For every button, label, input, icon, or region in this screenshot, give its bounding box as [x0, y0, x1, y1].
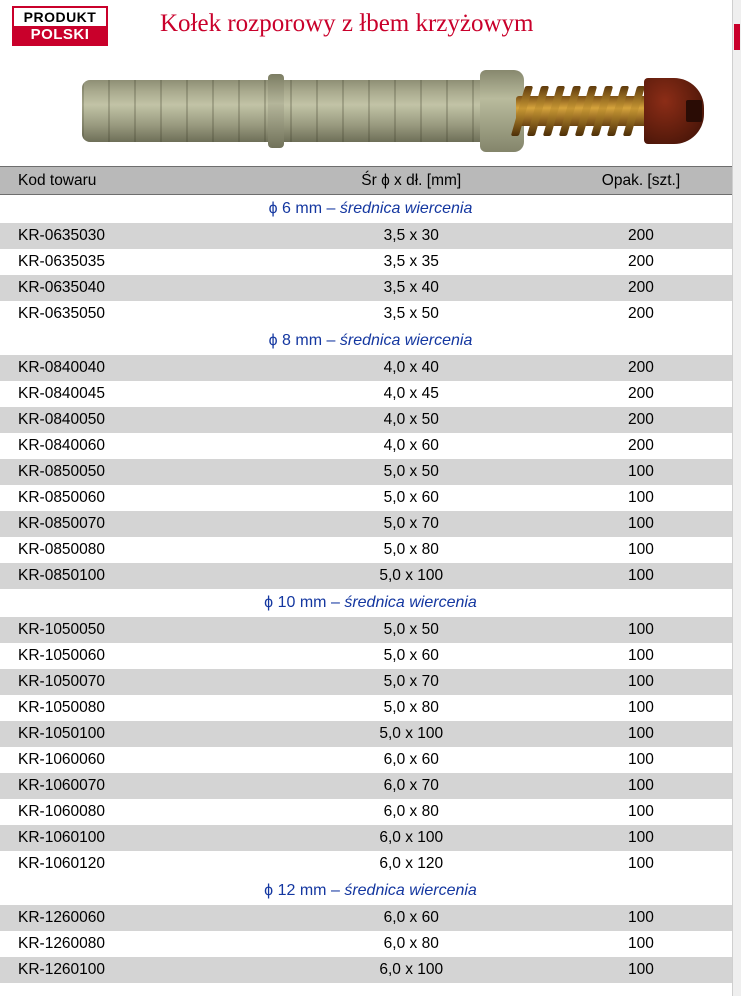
cell-product-code: KR-0850050 — [0, 459, 282, 485]
cell-package-qty: 100 — [541, 511, 741, 537]
cell-dimensions: 5,0 x 50 — [282, 459, 541, 485]
table-row[interactable] — [0, 511, 741, 537]
cell-product-code: KR-1050070 — [0, 669, 282, 695]
cell-product-code: KR-0840060 — [0, 433, 282, 459]
group-size: 12 mm — [277, 882, 327, 899]
cell-dimensions: 5,0 x 80 — [282, 537, 541, 563]
table-row[interactable] — [0, 643, 741, 669]
table-row[interactable] — [0, 669, 741, 695]
group-dash: – — [330, 882, 340, 899]
cell-product-code: KR-0635035 — [0, 249, 282, 275]
table-row[interactable] — [0, 433, 741, 459]
table-row[interactable] — [0, 249, 741, 275]
group-dash: – — [326, 332, 336, 349]
group-text: średnica wiercenia — [344, 594, 477, 611]
table-row[interactable] — [0, 617, 741, 643]
table-row[interactable] — [0, 931, 741, 957]
cell-package-qty: 100 — [541, 563, 741, 589]
produkt-polski-badge — [12, 6, 108, 46]
cell-package-qty: 100 — [541, 957, 741, 983]
cell-dimensions: 5,0 x 60 — [282, 485, 541, 511]
cell-package-qty: 200 — [541, 407, 741, 433]
phi-symbol: ϕ — [264, 882, 274, 899]
group-text: średnica wiercenia — [344, 882, 477, 899]
column-header-dimensions: Śr ϕ x dł. [mm] — [282, 167, 541, 195]
table-row[interactable] — [0, 825, 741, 851]
cell-product-code: KR-1050080 — [0, 695, 282, 721]
cell-package-qty: 200 — [541, 301, 741, 327]
column-header-code: Kod towaru — [0, 167, 282, 195]
cell-package-qty: 200 — [541, 433, 741, 459]
cell-dimensions: 6,0 x 100 — [282, 957, 541, 983]
table-row[interactable] — [0, 851, 741, 877]
cell-product-code: KR-1060080 — [0, 799, 282, 825]
cell-package-qty: 100 — [541, 721, 741, 747]
cell-package-qty: 100 — [541, 931, 741, 957]
group-header-label — [0, 589, 741, 617]
wall-plug-ring-icon — [268, 74, 284, 148]
cell-dimensions: 3,5 x 50 — [282, 301, 541, 327]
cell-dimensions: 3,5 x 40 — [282, 275, 541, 301]
cell-dimensions: 4,0 x 40 — [282, 355, 541, 381]
cell-package-qty: 100 — [541, 459, 741, 485]
cell-product-code: KR-1060120 — [0, 851, 282, 877]
cell-dimensions: 4,0 x 50 — [282, 407, 541, 433]
cell-package-qty: 100 — [541, 799, 741, 825]
group-text: średnica wiercenia — [339, 200, 473, 217]
cell-product-code: KR-0840040 — [0, 355, 282, 381]
cell-dimensions: 5,0 x 100 — [282, 563, 541, 589]
cell-package-qty: 100 — [541, 851, 741, 877]
cell-dimensions: 4,0 x 60 — [282, 433, 541, 459]
cell-dimensions: 6,0 x 80 — [282, 931, 541, 957]
table-body — [0, 195, 741, 984]
group-header-row — [0, 589, 741, 617]
page-title: Kołek rozporowy z łbem krzyżowym — [160, 10, 534, 37]
group-header-label — [0, 877, 741, 905]
cell-package-qty: 200 — [541, 381, 741, 407]
table-row[interactable] — [0, 223, 741, 249]
table-row[interactable] — [0, 747, 741, 773]
cell-product-code: KR-1050050 — [0, 617, 282, 643]
group-header-row — [0, 195, 741, 224]
cell-dimensions: 5,0 x 100 — [282, 721, 541, 747]
table-row[interactable] — [0, 407, 741, 433]
cell-package-qty: 100 — [541, 905, 741, 931]
table-row[interactable] — [0, 381, 741, 407]
page-edge-red-mark — [734, 24, 740, 50]
cell-package-qty: 100 — [541, 537, 741, 563]
cell-product-code: KR-1060070 — [0, 773, 282, 799]
table-row[interactable] — [0, 275, 741, 301]
cell-product-code: KR-0635040 — [0, 275, 282, 301]
group-header-label — [0, 327, 741, 355]
cell-package-qty: 100 — [541, 643, 741, 669]
column-header-package: Opak. [szt.] — [541, 167, 741, 195]
cell-product-code: KR-0850080 — [0, 537, 282, 563]
group-size: 6 mm — [282, 200, 323, 217]
table-row[interactable] — [0, 695, 741, 721]
cell-package-qty: 100 — [541, 825, 741, 851]
cell-product-code: KR-0840045 — [0, 381, 282, 407]
cell-product-code: KR-1050100 — [0, 721, 282, 747]
table-row[interactable] — [0, 537, 741, 563]
group-header-row — [0, 877, 741, 905]
group-dash: – — [330, 594, 340, 611]
cell-dimensions: 5,0 x 80 — [282, 695, 541, 721]
cell-product-code: KR-1260080 — [0, 931, 282, 957]
phi-symbol: ϕ — [268, 200, 278, 217]
product-illustration — [10, 48, 731, 166]
cell-product-code: KR-1060100 — [0, 825, 282, 851]
cell-dimensions: 5,0 x 50 — [282, 617, 541, 643]
cell-product-code: KR-1060060 — [0, 747, 282, 773]
group-size: 8 mm — [282, 332, 323, 349]
badge-line-1: PRODUKT — [23, 9, 97, 25]
cross-slot-icon — [686, 100, 702, 122]
group-header-row — [0, 327, 741, 355]
cell-product-code: KR-0635030 — [0, 223, 282, 249]
page-edge-artifact — [732, 0, 741, 996]
table-row[interactable] — [0, 905, 741, 931]
group-text: średnica wiercenia — [339, 332, 473, 349]
cell-package-qty: 100 — [541, 617, 741, 643]
cell-dimensions: 3,5 x 30 — [282, 223, 541, 249]
product-spec-table — [0, 166, 741, 983]
cell-dimensions: 6,0 x 60 — [282, 747, 541, 773]
cell-product-code: KR-0850070 — [0, 511, 282, 537]
cell-dimensions: 6,0 x 60 — [282, 905, 541, 931]
table-row[interactable] — [0, 563, 741, 589]
cell-dimensions: 4,0 x 45 — [282, 381, 541, 407]
wall-plug-body-icon — [82, 80, 512, 142]
cell-product-code: KR-0850100 — [0, 563, 282, 589]
group-size: 10 mm — [277, 594, 327, 611]
table-header-row — [0, 167, 741, 195]
cell-package-qty: 200 — [541, 249, 741, 275]
cell-product-code: KR-1260060 — [0, 905, 282, 931]
table-row[interactable] — [0, 459, 741, 485]
cell-package-qty: 200 — [541, 223, 741, 249]
cell-package-qty: 100 — [541, 669, 741, 695]
cell-product-code: KR-1050060 — [0, 643, 282, 669]
badge-line-2: POLSKI — [14, 26, 106, 45]
table-row[interactable] — [0, 355, 741, 381]
cell-package-qty: 100 — [541, 747, 741, 773]
table-row[interactable] — [0, 957, 741, 983]
cell-dimensions: 6,0 x 80 — [282, 799, 541, 825]
cell-dimensions: 3,5 x 35 — [282, 249, 541, 275]
cell-dimensions: 5,0 x 70 — [282, 511, 541, 537]
screw-thread-icon — [516, 86, 648, 136]
cell-dimensions: 6,0 x 70 — [282, 773, 541, 799]
cell-package-qty: 200 — [541, 355, 741, 381]
cell-package-qty: 100 — [541, 485, 741, 511]
cell-package-qty: 200 — [541, 275, 741, 301]
cell-dimensions: 5,0 x 60 — [282, 643, 541, 669]
cell-dimensions: 6,0 x 120 — [282, 851, 541, 877]
phi-symbol: ϕ — [264, 594, 274, 611]
group-dash: – — [326, 200, 336, 217]
cell-product-code: KR-1260100 — [0, 957, 282, 983]
table-row[interactable] — [0, 799, 741, 825]
table-row[interactable] — [0, 301, 741, 327]
page-header — [0, 0, 741, 48]
phi-symbol: ϕ — [268, 332, 278, 349]
table-row[interactable] — [0, 485, 741, 511]
cell-product-code: KR-0840050 — [0, 407, 282, 433]
cell-dimensions: 5,0 x 70 — [282, 669, 541, 695]
table-row[interactable] — [0, 773, 741, 799]
cell-dimensions: 6,0 x 100 — [282, 825, 541, 851]
cell-product-code: KR-0635050 — [0, 301, 282, 327]
table-row[interactable] — [0, 721, 741, 747]
cell-product-code: KR-0850060 — [0, 485, 282, 511]
group-header-label — [0, 195, 741, 224]
cell-package-qty: 100 — [541, 773, 741, 799]
cell-package-qty: 100 — [541, 695, 741, 721]
